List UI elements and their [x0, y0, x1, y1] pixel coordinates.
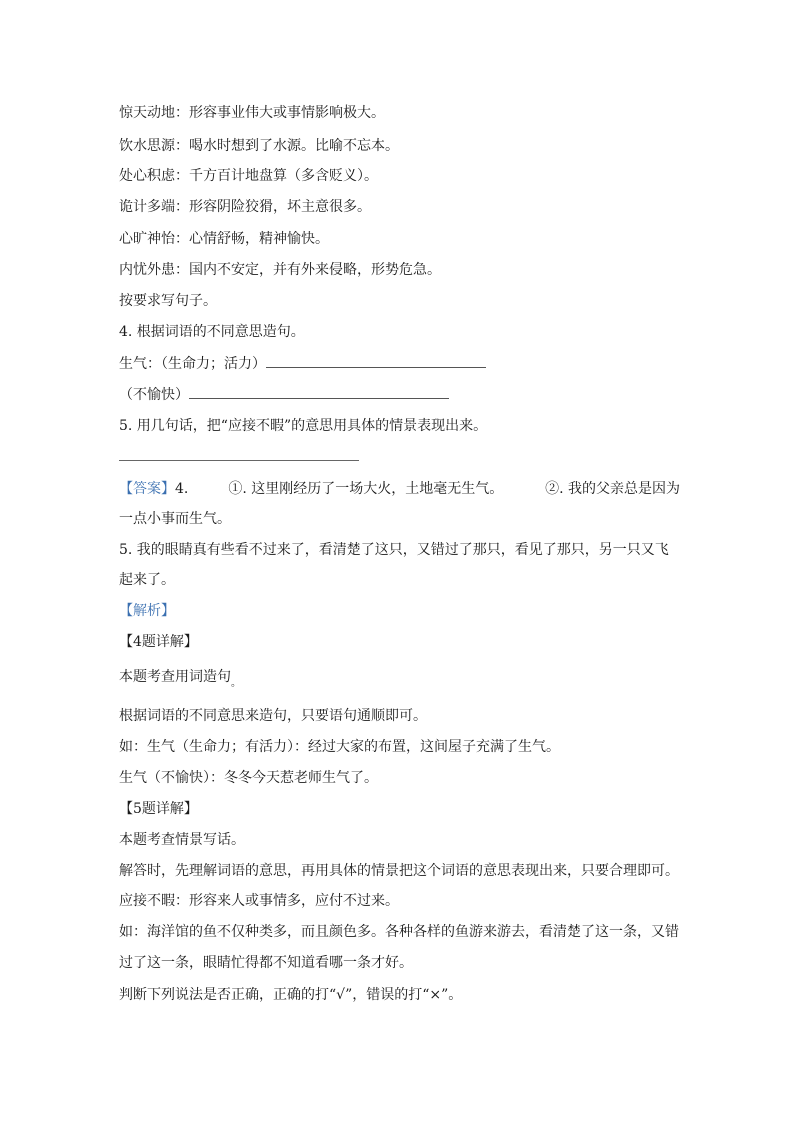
idiom-line-4: 诡计多端：形容阴险狡猾，坏主意很多。	[119, 199, 371, 215]
q5-detail-heading: 【5题详解】	[119, 801, 198, 817]
question-4-line-1-label: 生气：（生命力；活力）	[119, 356, 266, 372]
answer-part-1: ①. 这里刚经历了一场大火，土地毫无生气。	[228, 481, 504, 497]
q4-detail-heading: 【4题详解】	[119, 634, 198, 650]
answer-q5-line-1: 5. 我的眼睛真有些看不过来了，看清楚了这只，又错过了那只，看见了那只，另一只又飞	[119, 542, 669, 558]
answer-tag: 【答案】	[119, 481, 175, 497]
answer-blank-2[interactable]	[189, 384, 449, 399]
answer-part-2: ②. 我的父亲总是因为	[545, 481, 680, 497]
answer-number: 4.	[175, 481, 189, 497]
next-section-title: 判断下列说法是否正确，正确的打“√”，错误的打“×”。	[119, 987, 463, 1003]
q4-detail-text: 本题考查用词造句	[119, 669, 231, 685]
q4-detail-line-3: 如：生气（生命力；有活力）：经过大家的布置，这间屋子充满了生气。	[119, 739, 560, 755]
q4-detail-line-2: 根据词语的不同意思来造句，只要语句通顺即可。	[119, 708, 427, 724]
answer-q5-line-2: 起来了。	[119, 572, 175, 588]
q4-detail-mark: 。	[231, 678, 241, 689]
q5-detail-line-3: 应接不暇：形容来人或事情多，应付不过来。	[119, 893, 399, 909]
answer-blank-3[interactable]	[119, 460, 359, 461]
q4-detail-line-4: 生气（不愉快）：冬冬今天惹老师生气了。	[119, 770, 378, 786]
answer-line-2: 一点小事而生气。	[119, 511, 231, 527]
idiom-line-5: 心旷神怡：心情舒畅，精神愉快。	[119, 231, 329, 247]
q5-detail-line-1: 本题考查情景写话。	[119, 832, 245, 848]
question-4-line-2	[119, 384, 680, 405]
question-4-line-2-label: （不愉快）	[119, 387, 189, 403]
analysis-tag: 【解析】	[119, 603, 175, 619]
idiom-line-3: 处心积虑：千方百计地盘算（多含贬义）。	[119, 168, 378, 184]
section-title: 按要求写句子。	[119, 293, 217, 309]
question-4-prompt: 4. 根据词语的不同意思造句。	[119, 324, 305, 340]
question-4-line-1	[119, 353, 680, 374]
idiom-line-1: 惊天动地：形容事业伟大或事情影响极大。	[119, 105, 385, 121]
question-5-prompt: 5. 用几句话，把“应接不暇”的意思用具体的情景表现出来。	[119, 418, 488, 434]
q4-detail-line-1	[119, 667, 680, 689]
q5-detail-line-2: 解答时，先理解词语的意思，再用具体的情景把这个词语的意思表现出来，只要合理即可。	[119, 863, 679, 879]
idiom-line-2: 饮水思源：喝水时想到了水源。比喻不忘本。	[119, 138, 399, 154]
answer-line-1	[119, 479, 680, 499]
q5-detail-line-4: 如：海洋馆的鱼不仅种类多，而且颜色多。各种各样的鱼游来游去，看清楚了这一条，又错	[119, 924, 679, 940]
q5-detail-line-5: 过了这一条，眼睛忙得都不知道看哪一条才好。	[119, 955, 413, 971]
idiom-line-6: 内忧外患：国内不安定，并有外来侵略，形势危急。	[119, 262, 441, 278]
answer-blank-1[interactable]	[266, 353, 486, 368]
